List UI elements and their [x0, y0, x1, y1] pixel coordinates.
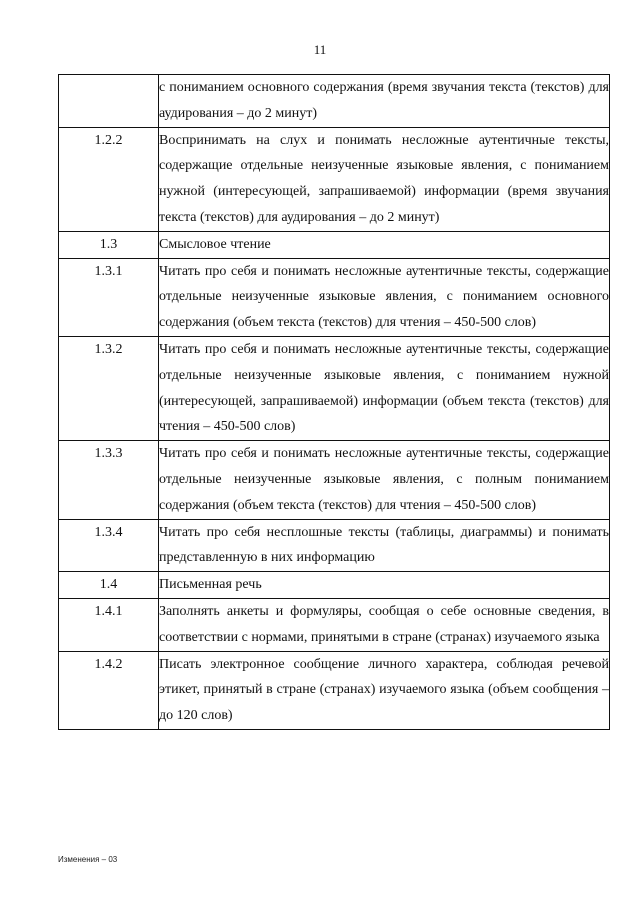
table-row [59, 336, 610, 440]
row-text: с пониманием основного содержания (время звучания текста (текстов) для аудирования – до 2 минут) [159, 75, 610, 128]
row-code: 1.3.2 [59, 336, 159, 440]
table-row [59, 258, 610, 336]
row-code [59, 75, 159, 128]
table-row [59, 441, 610, 519]
row-text: Читать про себя несплошные тексты (таблицы, диаграммы) и понимать представленную в них информацию [159, 519, 610, 572]
table-row [59, 572, 610, 599]
row-text: Письменная речь [159, 572, 610, 599]
row-text: Читать про себя и понимать несложные аутентичные тексты, содержащие отдельные неизученные языковые явления, с пониманием основного содержания (объем текста (текстов) для чтения – 450-500 слов) [159, 258, 610, 336]
footer-revision-note: Изменения – 03 [58, 855, 118, 864]
table-row [59, 519, 610, 572]
row-code: 1.4 [59, 572, 159, 599]
page-number: 11 [313, 42, 327, 57]
table-row [59, 651, 610, 729]
row-text: Смысловое чтение [159, 231, 610, 258]
row-code: 1.2.2 [59, 127, 159, 231]
row-code: 1.3.3 [59, 441, 159, 519]
row-text: Воспринимать на слух и понимать несложные аутентичные тексты, содержащие отдельные неизученные языковые явления, с пониманием нужной (интересующей, запрашиваемой) информации (время звучания текста (текстов) для аудирования – до 2 минут) [159, 127, 610, 231]
row-code: 1.3 [59, 231, 159, 258]
row-code: 1.4.1 [59, 598, 159, 651]
requirements-table [58, 74, 610, 730]
table-row [59, 75, 610, 128]
row-code: 1.3.1 [59, 258, 159, 336]
table-row [59, 231, 610, 258]
row-text: Писать электронное сообщение личного характера, соблюдая речевой этикет, принятый в стране (странах) изучаемого языка (объем сообщения – до 120 слов) [159, 651, 610, 729]
row-code: 1.4.2 [59, 651, 159, 729]
row-text: Заполнять анкеты и формуляры, сообщая о себе основные сведения, в соответствии с нормами, принятыми в стране (странах) изучаемого языка [159, 598, 610, 651]
table-row [59, 598, 610, 651]
row-text: Читать про себя и понимать несложные аутентичные тексты, содержащие отдельные неизученные языковые явления, с полным пониманием содержания (объем текста (текстов) для чтения – 450-500 слов) [159, 441, 610, 519]
row-code: 1.3.4 [59, 519, 159, 572]
table-row [59, 127, 610, 231]
row-text: Читать про себя и понимать несложные аутентичные тексты, содержащие отдельные неизученные языковые явления, с пониманием нужной (интересующей, запрашиваемой) информации (объем текста (текстов) для чтения – 450-500 слов) [159, 336, 610, 440]
